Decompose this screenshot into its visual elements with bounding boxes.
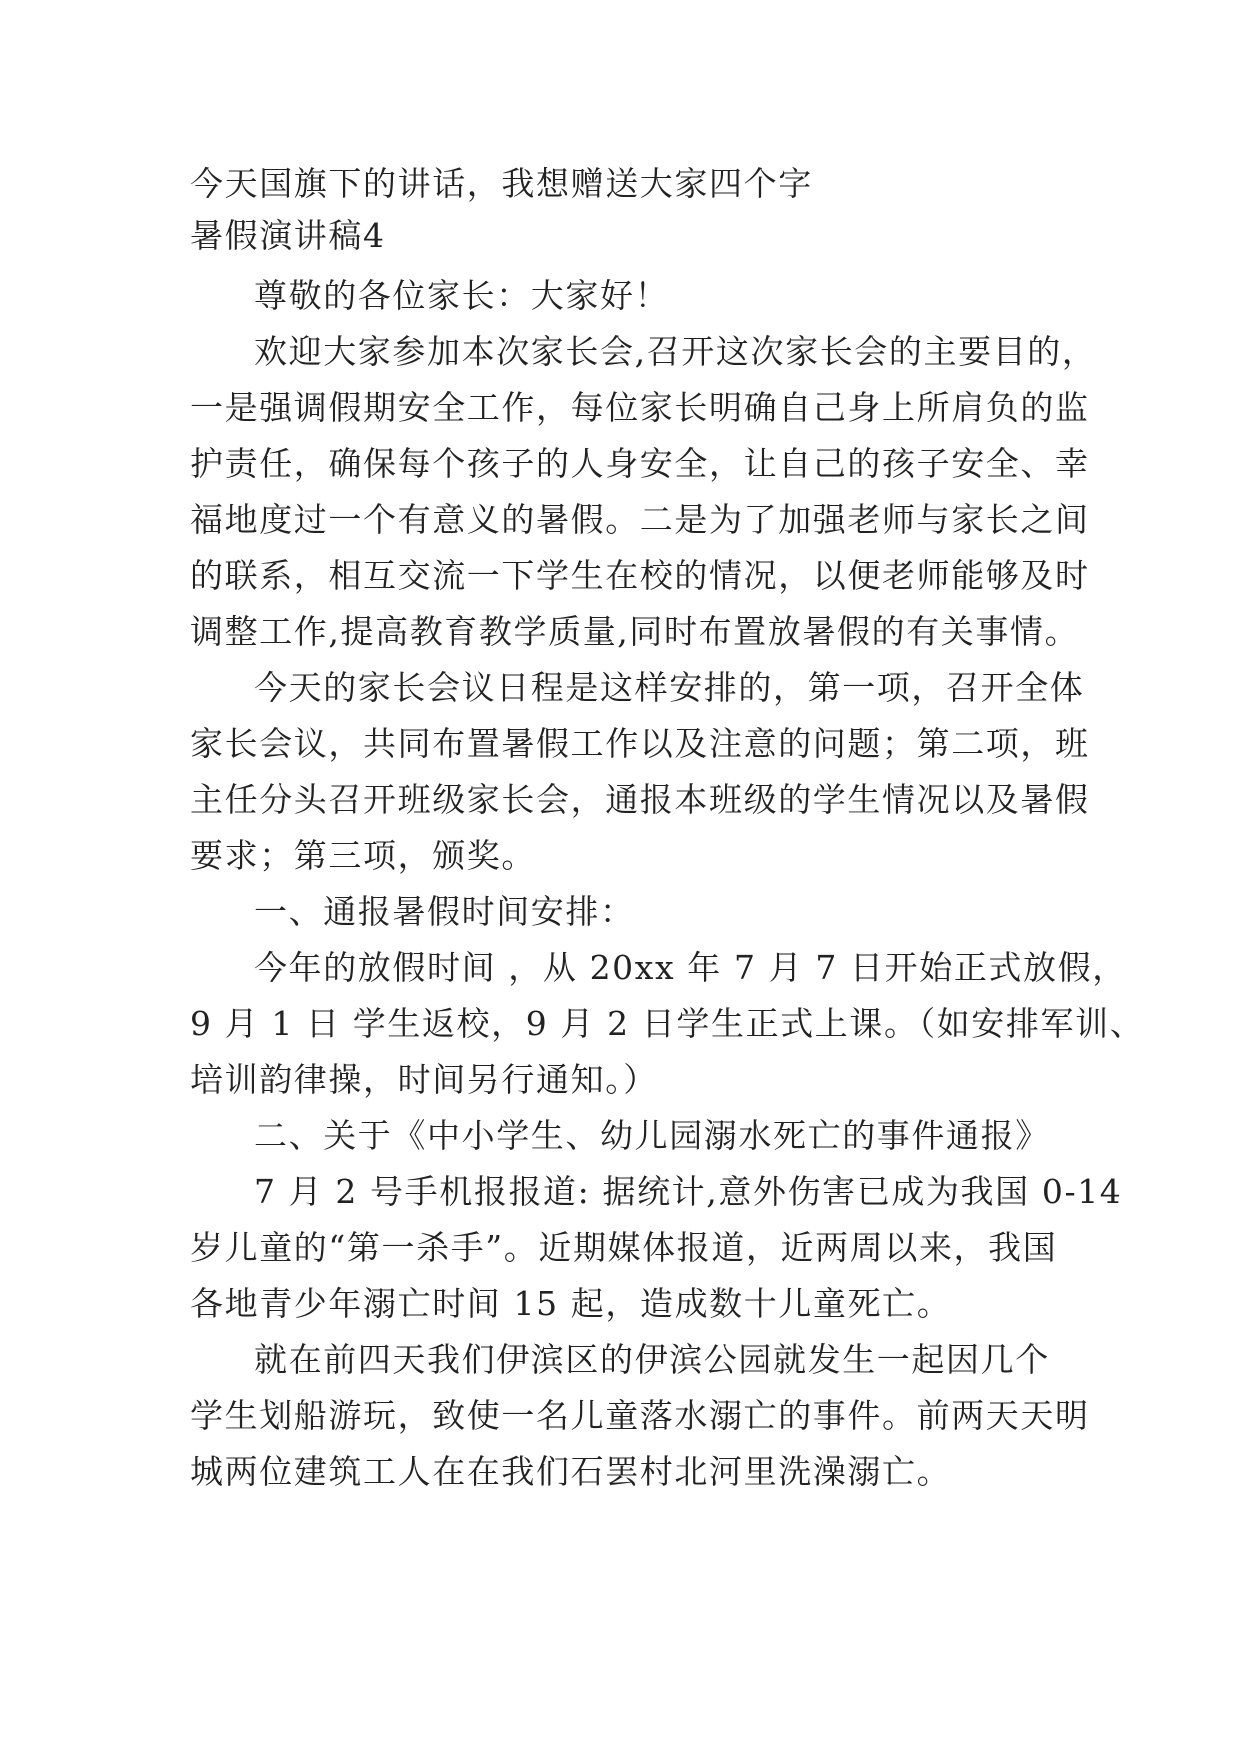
- subheading-line: 二、关于《中小学生、幼儿园溺水死亡的事件通报》: [254, 1116, 1050, 1155]
- paragraph-line: 各地青少年溺亡时间 15 起，造成数十儿童死亡。: [190, 1284, 952, 1323]
- greeting-line: 尊敬的各位家长：大家好！: [254, 276, 670, 315]
- subheading-line: 一、通报暑假时间安排：: [254, 892, 635, 931]
- paragraph-line: 要求；第三项，颁奖。: [190, 836, 536, 875]
- paragraph-line: 学生划船游玩，致使一名儿童落水溺亡的事件。前两天天明: [190, 1396, 1090, 1435]
- paragraph-line: 城两位建筑工人在在我们石罢村北河里洗澡溺亡。: [190, 1452, 952, 1491]
- paragraph-line: 就在前四天我们伊滨区的伊滨公园就发生一起因几个: [254, 1340, 1050, 1379]
- paragraph-line: 培训韵律操，时间另行通知。）: [190, 1060, 658, 1099]
- paragraph-line: 家长会议，共同布置暑假工作以及注意的问题；第二项，班: [190, 724, 1090, 763]
- intro-line: 今天国旗下的讲话，我想赠送大家四个字: [190, 164, 813, 203]
- paragraph-line: 主任分头召开班级家长会，通报本班级的学生情况以及暑假: [190, 780, 1090, 819]
- paragraph-line: 今天的家长会议日程是这样安排的，第一项，召开全体: [254, 668, 1085, 707]
- document-body: [190, 158, 1145, 1500]
- paragraph-line: 今年的放假时间 ，从 20xx 年 7 月 7 日开始正式放假，: [254, 948, 1127, 987]
- paragraph-line: 岁儿童的“第一杀手”。近期媒体报道，近两周以来，我国: [190, 1228, 1058, 1267]
- section-heading: 暑假演讲稿4: [190, 216, 386, 255]
- paragraph-line: 福地度过一个有意义的暑假。二是为了加强老师与家长之间: [190, 500, 1090, 539]
- paragraph-line: 7 月 2 号手机报报道: 据统计,意外伤害已成为我国 0-14: [254, 1172, 1123, 1211]
- paragraph-line: 护责任，确保每个孩子的人身安全，让自己的孩子安全、幸: [190, 444, 1090, 483]
- paragraph-line: 调整工作,提高教育教学质量,同时布置放暑假的有关事情。: [190, 612, 1080, 651]
- paragraph-line: 一是强调假期安全工作，每位家长明确自己身上所肩负的监: [190, 388, 1090, 427]
- paragraph-line: 欢迎大家参加本次家长会,召开这次家长会的主要目的，: [254, 332, 1097, 371]
- paragraph-line: 的联系，相互交流一下学生在校的情况，以便老师能够及时: [190, 556, 1090, 595]
- paragraph-line: 9 月 1 日 学生返校，9 月 2 日学生正式上课。（如安排军训、: [190, 1004, 1145, 1043]
